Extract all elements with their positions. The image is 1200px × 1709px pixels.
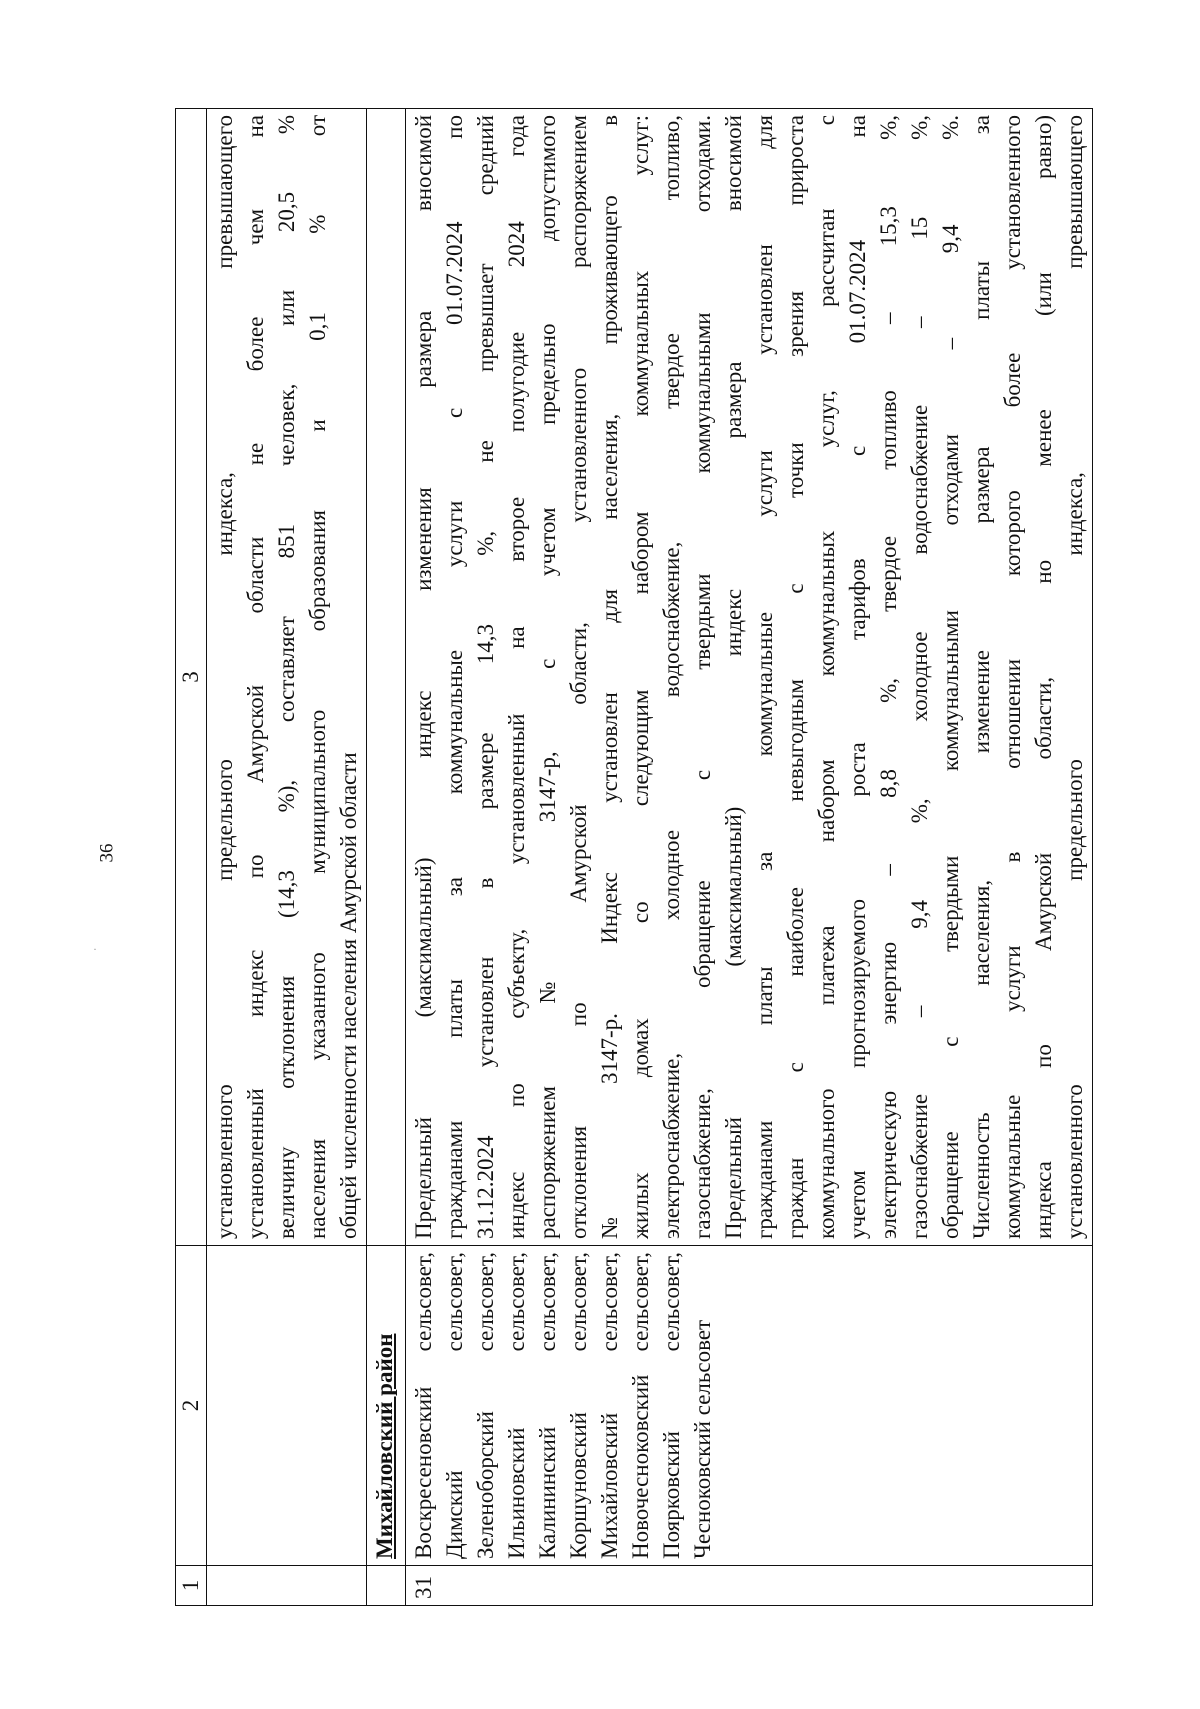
text-line: 31.12.2024 установлен в размере 14,3 %, не превышает средний [473, 115, 498, 1239]
text-line: газоснабжение, обращение с твердыми коммунальными отходами. [690, 115, 715, 1239]
text-line: учетом прогнозируемого роста тарифов с 01.07.2024 на [845, 115, 870, 1239]
header-col-1: 1 [176, 1566, 207, 1606]
description-cell [406, 109, 1093, 1246]
text-line: Предельный (максимальный) индекс размера вносимой [721, 115, 746, 1239]
page-number: 36 [96, 843, 118, 863]
text-line: Численность населения, изменение размера платы за [969, 115, 994, 1239]
text-line: общей численности населения Амурской области [336, 752, 361, 1239]
continuation-text [209, 115, 364, 1239]
district-row [367, 109, 406, 1606]
text-line: электрическую энергию – 8,8 %, твердое топливо – 15,3 %, [876, 115, 901, 1239]
text-line: обращение с твердыми коммунальными отходами – 9,4 %. [938, 115, 963, 1239]
text-line: индекс по субъекту, установленный на второе полугодие 2024 года [504, 115, 529, 1239]
header-col-3: 3 [176, 109, 207, 1246]
table-row [406, 109, 1093, 1606]
continuation-col-2 [207, 1246, 367, 1566]
continuation-row [207, 109, 367, 1606]
continuation-col-1 [207, 1566, 367, 1606]
district-col-1 [367, 1566, 406, 1606]
text-line: индекса по Амурской области, но менее (или равно) [1031, 115, 1056, 1239]
text-line: граждан с наиболее невыгодным с точки зрения прироста [783, 115, 808, 1239]
text-line: величину отклонения (14,3 %), составляет 851 человек, или 20,5 % [274, 115, 299, 1239]
settlements-text: Воскресеновский сельсовет, Димский сельсовет, Зеленоборский сельсовет, Ильиновский сельсовет, Калининский сельсовет, Коршуновский сельсовет, Михайловский сельсовет, Новочесноковский сельсовет, Поярковский сельсовет, Чесноковский сельсовет [411, 1252, 715, 1559]
text-line: установленного предельного индекса, превышающего [1062, 115, 1087, 1239]
text-line: Предельный (максимальный) индекс изменения размера вносимой [411, 115, 436, 1239]
description-text [408, 115, 1090, 1239]
text-line: населения указанного муниципального образования и 0,1 % от [305, 115, 330, 1239]
text-line: гражданами платы за коммунальные услуги установлен для [752, 115, 777, 1239]
district-col-3 [367, 109, 406, 1246]
text-line: установленный индекс по Амурской области не более чем на [243, 115, 268, 1239]
text-line: № 3147-р. Индекс установлен для населения, проживающего в [597, 115, 622, 1239]
continuation-col-3 [207, 109, 367, 1246]
text-line: газоснабжение – 9,4 %, холодное водоснабжение – 15 %, [907, 115, 932, 1239]
rotated-page [175, 109, 1120, 1606]
text-line: электроснабжение, холодное водоснабжение, твердое топливо, [659, 115, 684, 1239]
district-name-cell [367, 1246, 406, 1566]
text-line: коммунальные услуги в отношении которого более установленного [1000, 115, 1025, 1239]
text-line: отклонения по Амурской области, установленного распоряжением [566, 115, 591, 1239]
text-line: коммунального платежа набором коммунальных услуг, рассчитан с [814, 115, 839, 1239]
text-line: жилых домах со следующим набором коммунальных услуг: [628, 115, 653, 1239]
text-line: распоряжением № 3147-р, с учетом предельно допустимого [535, 115, 560, 1239]
settlements-cell [406, 1246, 1093, 1566]
row-number: 31 [406, 1566, 1093, 1606]
data-table [175, 108, 1093, 1606]
header-col-2: 2 [176, 1246, 207, 1566]
text-line: установленного предельного индекса, превышающего [212, 115, 237, 1239]
district-name: Михайловский район [372, 1333, 397, 1559]
header-row [176, 109, 207, 1606]
text-line: гражданами платы за коммунальные услуги с 01.07.2024 по [442, 115, 467, 1239]
scan-speck: · [93, 942, 97, 956]
